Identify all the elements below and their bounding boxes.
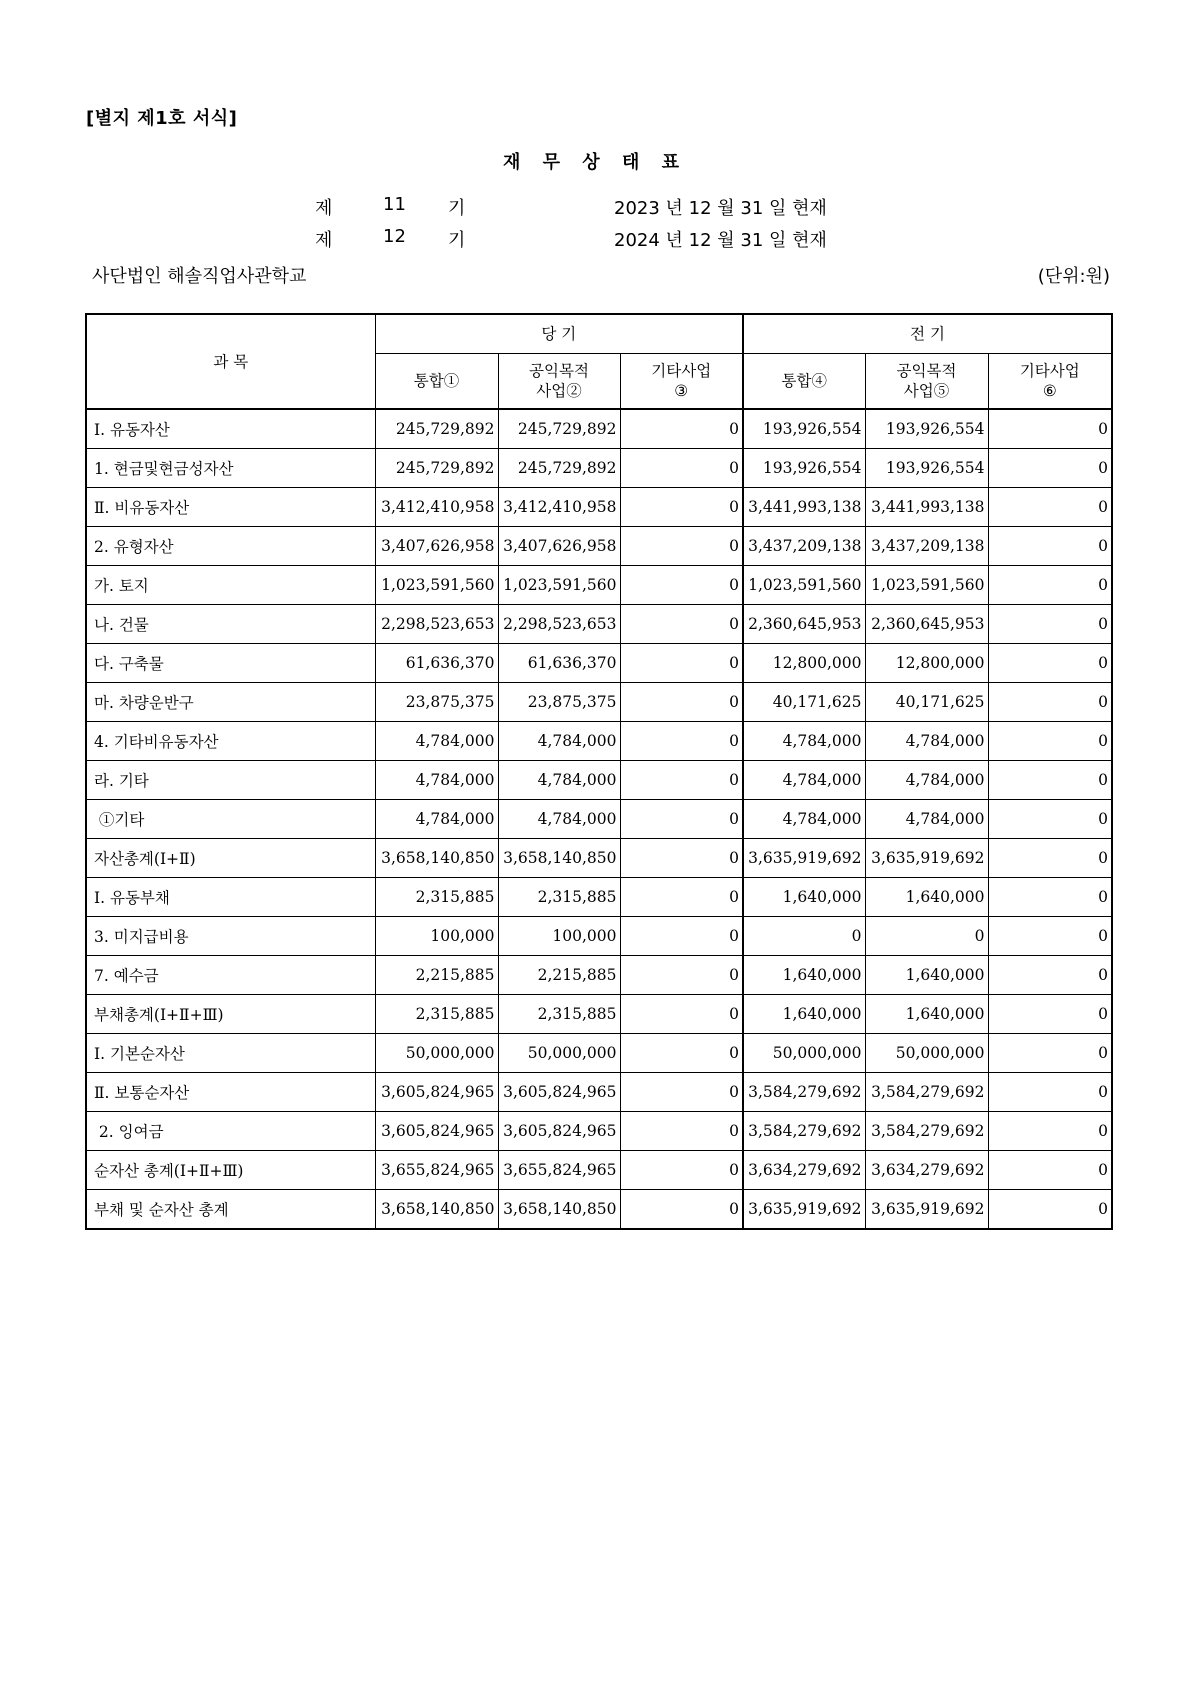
cell-cur-other: 0 [620,761,743,800]
cell-cur-other: 0 [620,800,743,839]
cell-cur-public: 3,658,140,850 [498,839,620,878]
header-cur-other-line1: 기타사업 [651,362,712,380]
cell-cur-public: 50,000,000 [498,1034,620,1073]
table-row [86,761,1112,800]
cell-prev-total: 1,023,591,560 [743,566,865,605]
header-previous-period: 전 기 [743,314,1112,354]
cell-cur-other: 0 [620,1034,743,1073]
cell-cur-total: 245,729,892 [375,409,498,449]
cell-prev-public: 3,584,279,692 [865,1073,988,1112]
cell-prev-total: 40,171,625 [743,683,865,722]
cell-prev-total: 4,784,000 [743,761,865,800]
table-row [86,1112,1112,1151]
cell-prev-total: 12,800,000 [743,644,865,683]
cell-cur-public: 3,658,140,850 [498,1190,620,1230]
cell-cur-total: 3,605,824,965 [375,1073,498,1112]
table-row [86,1073,1112,1112]
cell-prev-total: 193,926,554 [743,449,865,488]
cell-prev-other: 0 [988,409,1112,449]
cell-prev-total: 3,441,993,138 [743,488,865,527]
table-row [86,722,1112,761]
cell-prev-public: 3,584,279,692 [865,1112,988,1151]
period-number: 12 [383,226,406,247]
cell-prev-total: 3,584,279,692 [743,1112,865,1151]
cell-cur-other: 0 [620,644,743,683]
cell-cur-total: 4,784,000 [375,800,498,839]
cell-cur-public: 2,298,523,653 [498,605,620,644]
cell-cur-public: 245,729,892 [498,409,620,449]
cell-cur-other: 0 [620,1073,743,1112]
cell-cur-total: 2,315,885 [375,878,498,917]
cell-prev-public: 1,640,000 [865,956,988,995]
cell-cur-total: 3,658,140,850 [375,839,498,878]
cell-cur-other: 0 [620,449,743,488]
cell-cur-total: 3,605,824,965 [375,1112,498,1151]
cell-prev-public: 3,635,919,692 [865,1190,988,1230]
row-account-name: Ⅰ. 유동부채 [86,878,375,917]
cell-cur-total: 100,000 [375,917,498,956]
cell-cur-public: 23,875,375 [498,683,620,722]
row-account-name: 2. 유형자산 [86,527,375,566]
header-prev-public [865,354,988,410]
cell-cur-total: 23,875,375 [375,683,498,722]
cell-cur-total: 2,298,523,653 [375,605,498,644]
cell-prev-other: 0 [988,1112,1112,1151]
cell-cur-total: 50,000,000 [375,1034,498,1073]
period-number: 11 [383,194,406,215]
cell-prev-public: 4,784,000 [865,800,988,839]
cell-cur-total: 245,729,892 [375,449,498,488]
table-row [86,449,1112,488]
cell-prev-total: 1,640,000 [743,995,865,1034]
cell-cur-other: 0 [620,995,743,1034]
row-account-name: Ⅱ. 보통순자산 [86,1073,375,1112]
cell-prev-total: 4,784,000 [743,800,865,839]
cell-prev-public: 1,640,000 [865,995,988,1034]
cell-cur-public: 4,784,000 [498,761,620,800]
cell-prev-public: 0 [865,917,988,956]
cell-prev-public: 3,635,919,692 [865,839,988,878]
table-row [86,1034,1112,1073]
cell-prev-public: 4,784,000 [865,722,988,761]
header-cur-public [498,354,620,410]
table-row [86,683,1112,722]
cell-prev-public: 3,441,993,138 [865,488,988,527]
cell-cur-public: 3,605,824,965 [498,1112,620,1151]
period-prefix: 제 [315,230,333,251]
cell-prev-public: 1,640,000 [865,878,988,917]
cell-prev-public: 4,784,000 [865,761,988,800]
form-label: [별지 제1호 서식] [86,108,238,129]
period-suffix: 기 [448,230,466,251]
unit-label: (단위:원) [1037,266,1110,287]
table-row [86,409,1112,449]
row-account-name: 자산총계(Ⅰ+Ⅱ) [86,839,375,878]
header-prev-public-line2: 사업⑤ [903,382,950,400]
cell-prev-other: 0 [988,1073,1112,1112]
cell-prev-public: 1,023,591,560 [865,566,988,605]
cell-prev-total: 50,000,000 [743,1034,865,1073]
row-account-name: 부채 및 순자산 총계 [86,1190,375,1230]
header-cur-total-label: 통합① [413,372,460,390]
row-account-name: 1. 현금및현금성자산 [86,449,375,488]
cell-prev-other: 0 [988,644,1112,683]
cell-cur-other: 0 [620,722,743,761]
header-item: 과 목 [86,314,375,409]
table-row [86,605,1112,644]
header-cur-public-line1: 공익목적 [529,362,589,380]
header-cur-other [620,354,743,410]
cell-prev-other: 0 [988,1151,1112,1190]
cell-prev-other: 0 [988,800,1112,839]
period-date: 2024 년 12 월 31 일 현재 [614,230,827,251]
cell-cur-other: 0 [620,566,743,605]
organization-name: 사단법인 해솔직업사관학교 [92,266,307,287]
cell-prev-total: 2,360,645,953 [743,605,865,644]
table-row [86,956,1112,995]
cell-prev-public: 40,171,625 [865,683,988,722]
row-account-name: 가. 토지 [86,566,375,605]
document-title: 재 무 상 태 표 [502,152,687,173]
cell-prev-public: 50,000,000 [865,1034,988,1073]
cell-cur-public: 3,412,410,958 [498,488,620,527]
row-account-name: ①기타 [86,800,375,839]
cell-prev-total: 3,584,279,692 [743,1073,865,1112]
header-cur-other-line2: ③ [674,382,689,400]
cell-cur-public: 245,729,892 [498,449,620,488]
table-row [86,917,1112,956]
cell-cur-public: 61,636,370 [498,644,620,683]
cell-cur-total: 3,655,824,965 [375,1151,498,1190]
cell-cur-other: 0 [620,527,743,566]
header-prev-other [988,354,1112,410]
cell-cur-public: 4,784,000 [498,800,620,839]
table-row [86,566,1112,605]
period-line-current [0,226,1190,252]
cell-cur-public: 3,655,824,965 [498,1151,620,1190]
cell-cur-total: 4,784,000 [375,761,498,800]
cell-prev-other: 0 [988,449,1112,488]
cell-cur-other: 0 [620,1151,743,1190]
row-account-name: 3. 미지급비용 [86,917,375,956]
cell-prev-public: 193,926,554 [865,449,988,488]
table-row [86,839,1112,878]
header-prev-total [743,354,865,410]
cell-cur-public: 3,605,824,965 [498,1073,620,1112]
cell-cur-other: 0 [620,1190,743,1230]
table-row [86,1190,1112,1230]
cell-cur-public: 2,315,885 [498,878,620,917]
cell-cur-total: 1,023,591,560 [375,566,498,605]
row-account-name: 다. 구축물 [86,644,375,683]
header-cur-public-line2: 사업② [536,382,582,400]
cell-prev-total: 3,635,919,692 [743,839,865,878]
table-row [86,644,1112,683]
cell-cur-other: 0 [620,878,743,917]
table-row [86,488,1112,527]
row-account-name: 부채총계(Ⅰ+Ⅱ+Ⅲ) [86,995,375,1034]
cell-prev-public: 193,926,554 [865,409,988,449]
cell-prev-other: 0 [988,995,1112,1034]
cell-prev-total: 0 [743,917,865,956]
row-account-name: 4. 기타비유동자산 [86,722,375,761]
cell-cur-total: 2,315,885 [375,995,498,1034]
header-prev-other-line1: 기타사업 [1019,362,1080,380]
cell-prev-total: 1,640,000 [743,956,865,995]
cell-prev-other: 0 [988,1190,1112,1230]
cell-prev-total: 4,784,000 [743,722,865,761]
table-body [86,409,1112,1229]
period-date: 2023 년 12 월 31 일 현재 [614,198,827,219]
cell-prev-other: 0 [988,488,1112,527]
cell-prev-other: 0 [988,605,1112,644]
cell-cur-public: 3,407,626,958 [498,527,620,566]
cell-prev-other: 0 [988,683,1112,722]
period-line-previous [0,194,1190,220]
table-row [86,800,1112,839]
row-account-name: Ⅰ. 기본순자산 [86,1034,375,1073]
cell-cur-total: 3,658,140,850 [375,1190,498,1230]
cell-cur-other: 0 [620,488,743,527]
cell-cur-total: 3,407,626,958 [375,527,498,566]
cell-prev-other: 0 [988,878,1112,917]
row-account-name: 2. 잉여금 [86,1112,375,1151]
cell-cur-other: 0 [620,917,743,956]
row-account-name: 7. 예수금 [86,956,375,995]
table-row [86,527,1112,566]
cell-prev-other: 0 [988,917,1112,956]
cell-prev-public: 2,360,645,953 [865,605,988,644]
cell-prev-total: 3,634,279,692 [743,1151,865,1190]
cell-cur-public: 2,215,885 [498,956,620,995]
cell-cur-public: 4,784,000 [498,722,620,761]
cell-prev-other: 0 [988,1034,1112,1073]
cell-cur-other: 0 [620,683,743,722]
row-account-name: Ⅰ. 유동자산 [86,409,375,449]
cell-prev-other: 0 [988,839,1112,878]
row-account-name: 나. 건물 [86,605,375,644]
table-row [86,878,1112,917]
cell-prev-public: 12,800,000 [865,644,988,683]
balance-sheet-table [85,313,1113,1230]
header-current-period: 당 기 [375,314,743,354]
cell-cur-total: 3,412,410,958 [375,488,498,527]
header-prev-public-line1: 공익목적 [896,362,957,380]
cell-cur-other: 0 [620,956,743,995]
header-cur-total [375,354,498,410]
cell-cur-total: 2,215,885 [375,956,498,995]
cell-cur-total: 61,636,370 [375,644,498,683]
cell-cur-total: 4,784,000 [375,722,498,761]
cell-prev-other: 0 [988,722,1112,761]
cell-prev-public: 3,634,279,692 [865,1151,988,1190]
cell-prev-total: 1,640,000 [743,878,865,917]
period-suffix: 기 [448,198,466,219]
cell-cur-public: 1,023,591,560 [498,566,620,605]
cell-prev-total: 3,635,919,692 [743,1190,865,1230]
header-prev-total-label: 통합④ [781,372,827,390]
cell-cur-other: 0 [620,1112,743,1151]
cell-cur-public: 100,000 [498,917,620,956]
table-row [86,995,1112,1034]
cell-prev-other: 0 [988,566,1112,605]
cell-prev-other: 0 [988,761,1112,800]
period-prefix: 제 [315,198,333,219]
row-account-name: 순자산 총계(Ⅰ+Ⅱ+Ⅲ) [86,1151,375,1190]
cell-cur-public: 2,315,885 [498,995,620,1034]
header-prev-other-line2: ⑥ [1042,382,1057,400]
cell-prev-other: 0 [988,527,1112,566]
cell-cur-other: 0 [620,409,743,449]
row-account-name: Ⅱ. 비유동자산 [86,488,375,527]
cell-prev-total: 193,926,554 [743,409,865,449]
cell-cur-other: 0 [620,605,743,644]
cell-prev-other: 0 [988,956,1112,995]
row-account-name: 마. 차량운반구 [86,683,375,722]
cell-cur-other: 0 [620,839,743,878]
table-row [86,1151,1112,1190]
row-account-name: 라. 기타 [86,761,375,800]
cell-prev-public: 3,437,209,138 [865,527,988,566]
cell-prev-total: 3,437,209,138 [743,527,865,566]
